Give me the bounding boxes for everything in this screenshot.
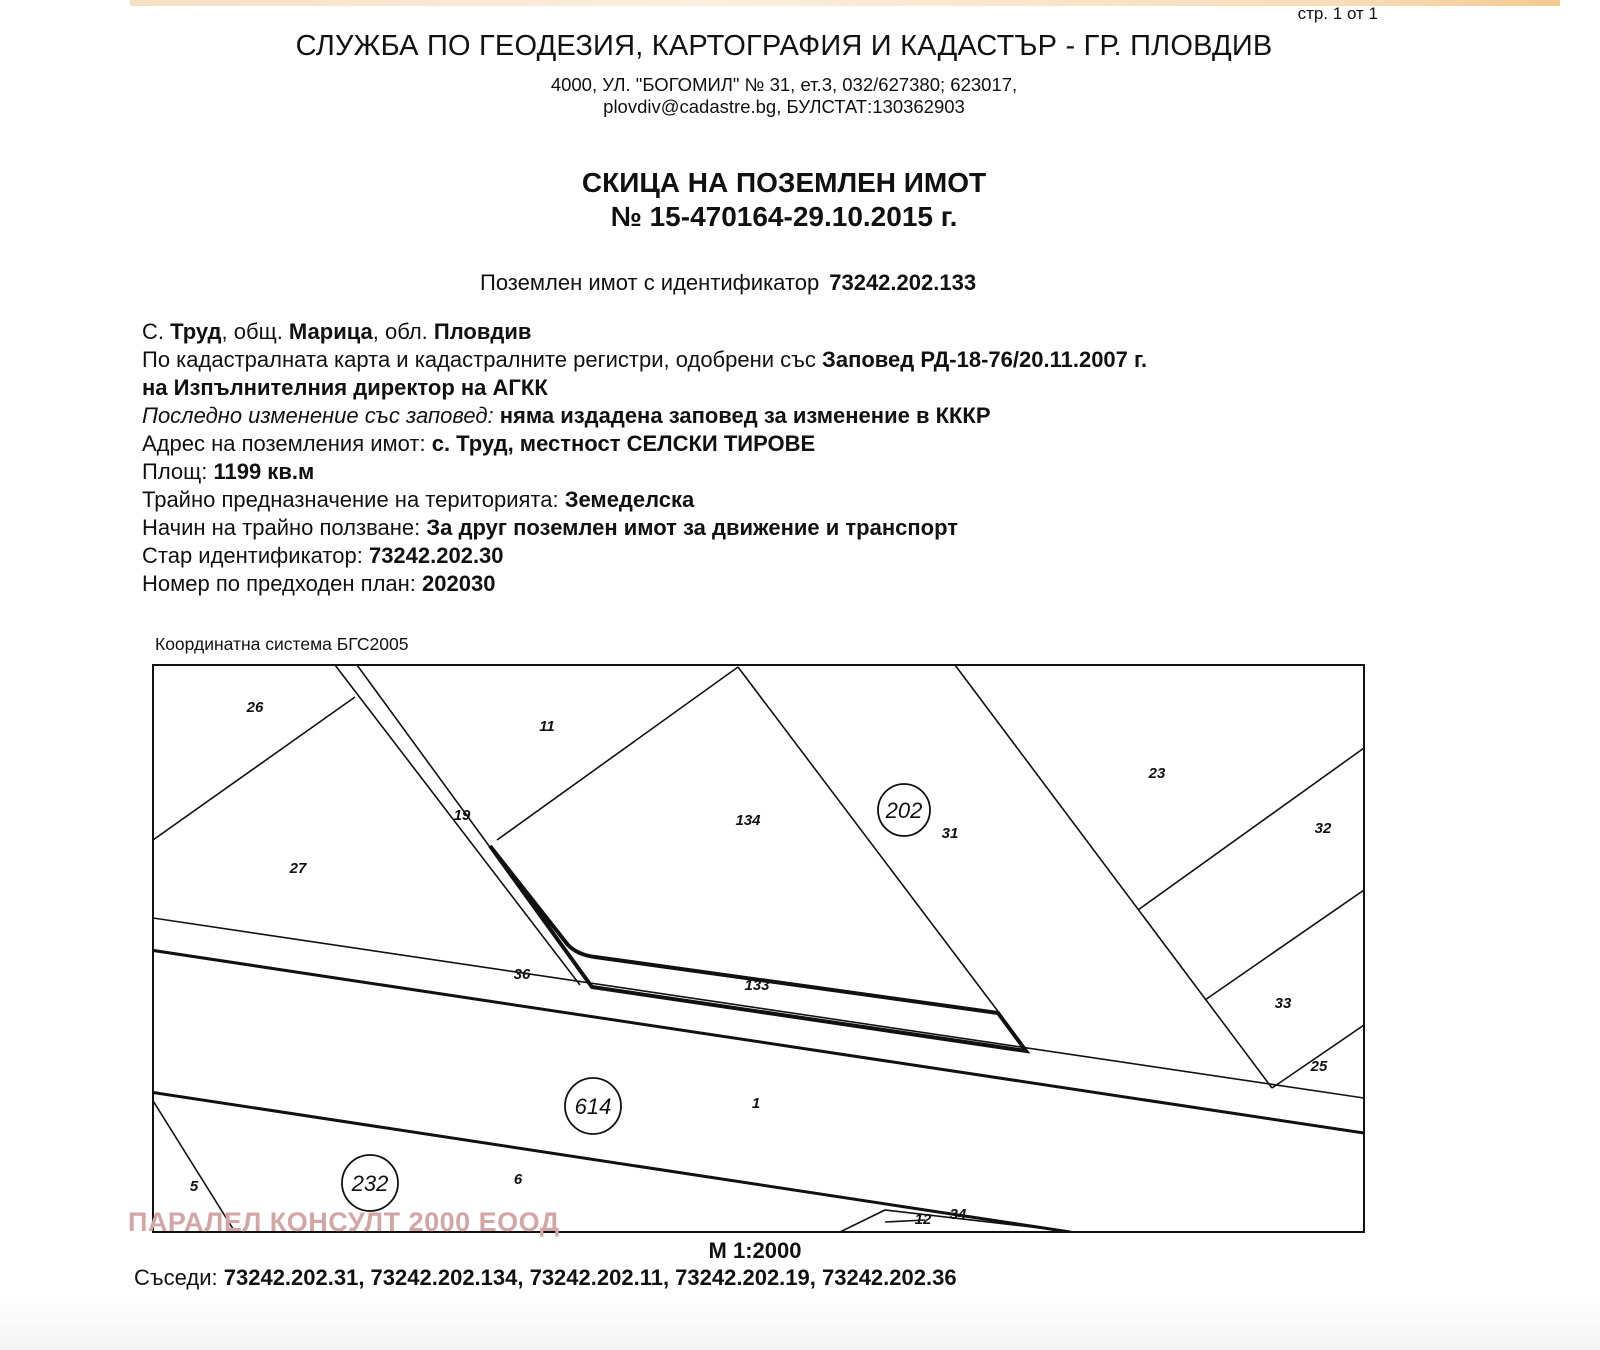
parcel-label-31: 31: [941, 825, 959, 842]
map-frame: [153, 665, 1364, 1232]
block-number-202: 202: [885, 798, 923, 823]
block-label-232: [342, 1155, 398, 1211]
location-prefix: С.: [142, 319, 171, 344]
parcel-label-25: 25: [1310, 1058, 1328, 1075]
field-label: Стар идентификатор:: [142, 543, 369, 568]
parcel-label-11: 11: [539, 718, 555, 735]
location-line: [142, 318, 1147, 346]
approval-line: [142, 346, 1147, 374]
parcel-label-12: 12: [914, 1211, 932, 1228]
boundary-26-27: [153, 697, 355, 840]
field-value: 202030: [422, 571, 496, 596]
parcel-identifier: [480, 270, 976, 296]
block-number-232: 232: [351, 1171, 389, 1196]
field-last-change: [142, 402, 1147, 430]
parcel-label-5: 5: [189, 1178, 199, 1195]
region: Пловдив: [433, 319, 532, 344]
field-area: [142, 458, 1147, 486]
block-label-614: [565, 1078, 621, 1134]
field-old-id: [142, 542, 1147, 570]
region-prefix: , обл.: [372, 319, 434, 344]
parcel-label-26: 26: [246, 699, 264, 716]
title-line-2: № 15-470164-29.10.2015 г.: [610, 201, 958, 232]
field-label: Начин на трайно ползване:: [142, 515, 427, 540]
field-label: Номер по предходен план:: [142, 571, 423, 596]
document-title: [0, 166, 1568, 234]
identifier-label: Поземлен имот с идентификатор: [480, 270, 820, 295]
field-prev-plan: [142, 570, 1147, 598]
neighbors-label: Съседи:: [134, 1265, 224, 1290]
neighbors-line: [134, 1265, 957, 1291]
municipality: Марица: [288, 319, 373, 344]
office-email: plovdiv@cadastre.bg, БУЛСТАТ:130362903: [603, 96, 965, 117]
boundary-11-134: [497, 667, 738, 840]
parcel-label-23: 23: [1148, 765, 1166, 782]
village: Труд: [170, 319, 222, 344]
office-contacts: [0, 74, 1568, 118]
approval-line-2: [142, 374, 1147, 402]
boundary-32-33: [1205, 890, 1364, 1000]
road-upper-edge: [153, 918, 1364, 1098]
parcel-label-19: 19: [453, 807, 471, 824]
company-watermark: ПАРАЛЕЛ КОНСУЛТ 2000 ЕООД: [128, 1207, 560, 1237]
parcel-label-27: 27: [289, 860, 307, 877]
coordinate-system: Координатна система БГС2005: [155, 634, 409, 654]
approval-order: Заповед РД-18-76/20.11.2007 г.: [822, 347, 1148, 372]
parcel-label-6: 6: [513, 1171, 523, 1188]
field-address: [142, 430, 1147, 458]
title-line-1: СКИЦА НА ПОЗЕМЛЕН ИМОТ: [581, 167, 987, 198]
boundary-19-left: [335, 665, 580, 985]
field-value: Земеделска: [564, 487, 695, 512]
field-label: Последно изменение със заповед:: [142, 403, 500, 428]
boundary-134-31: [738, 667, 1000, 1014]
subject-parcel-133: [490, 846, 1026, 1051]
identifier-value: 73242.202.133: [829, 270, 977, 295]
approval-authority: на Изпълнителния директор на АГКК: [142, 375, 548, 400]
parcel-label-34: 34: [949, 1206, 967, 1223]
page-bottom-shade: [0, 1295, 1600, 1350]
office-name: СЛУЖБА ПО ГЕОДЕЗИЯ, КАРТОГРАФИЯ И КАДАСТЪР - ГР. ПЛОВДИВ: [295, 30, 1273, 62]
parcel-label-134: 134: [735, 812, 761, 829]
parcel-label-1: 1: [751, 1095, 761, 1112]
approval-text: По кадастралната карта и кадастралните регистри, одобрени със: [142, 347, 823, 372]
municipality-prefix: , общ.: [221, 319, 289, 344]
block-number-614: 614: [574, 1094, 612, 1119]
parcel-label-32: 32: [1314, 820, 1332, 837]
neighbors-value: 73242.202.31, 73242.202.134, 73242.202.11, 73242.202.19, 73242.202.36: [223, 1265, 957, 1290]
block-label-202: [878, 784, 930, 836]
parcel-label-33: 33: [1274, 995, 1292, 1012]
boundary-33-25: [1272, 1025, 1364, 1088]
parcel-label-36: 36: [513, 966, 531, 983]
field-label: Площ:: [142, 459, 214, 484]
field-usage: [142, 514, 1147, 542]
field-value: 1199 кв.м: [213, 459, 315, 484]
cadastral-map: [140, 655, 1380, 1245]
field-label: Трайно предназначение на територията:: [142, 487, 565, 512]
boundary-31-23: [955, 665, 1272, 1088]
field-value: 73242.202.30: [368, 543, 504, 568]
field-value: За друг поземлен имот за движение и транспорт: [426, 515, 958, 540]
parcel-info: [142, 318, 1147, 598]
field-value: няма издадена заповед за изменение в КККР: [499, 403, 991, 428]
office-address: 4000, УЛ. "БОГОМИЛ" № 31, ет.3, 032/627380; 623017,: [550, 74, 1018, 95]
field-value: с. Труд, местност СЕЛСКИ ТИРОВЕ: [431, 431, 816, 456]
field-label: Адрес на поземления имот:: [142, 431, 432, 456]
field-purpose: [142, 486, 1147, 514]
page-number: стр. 1 от 1: [1297, 4, 1378, 23]
map-scale: М 1:2000: [708, 1238, 802, 1263]
parcel-label-133: 133: [744, 977, 770, 994]
